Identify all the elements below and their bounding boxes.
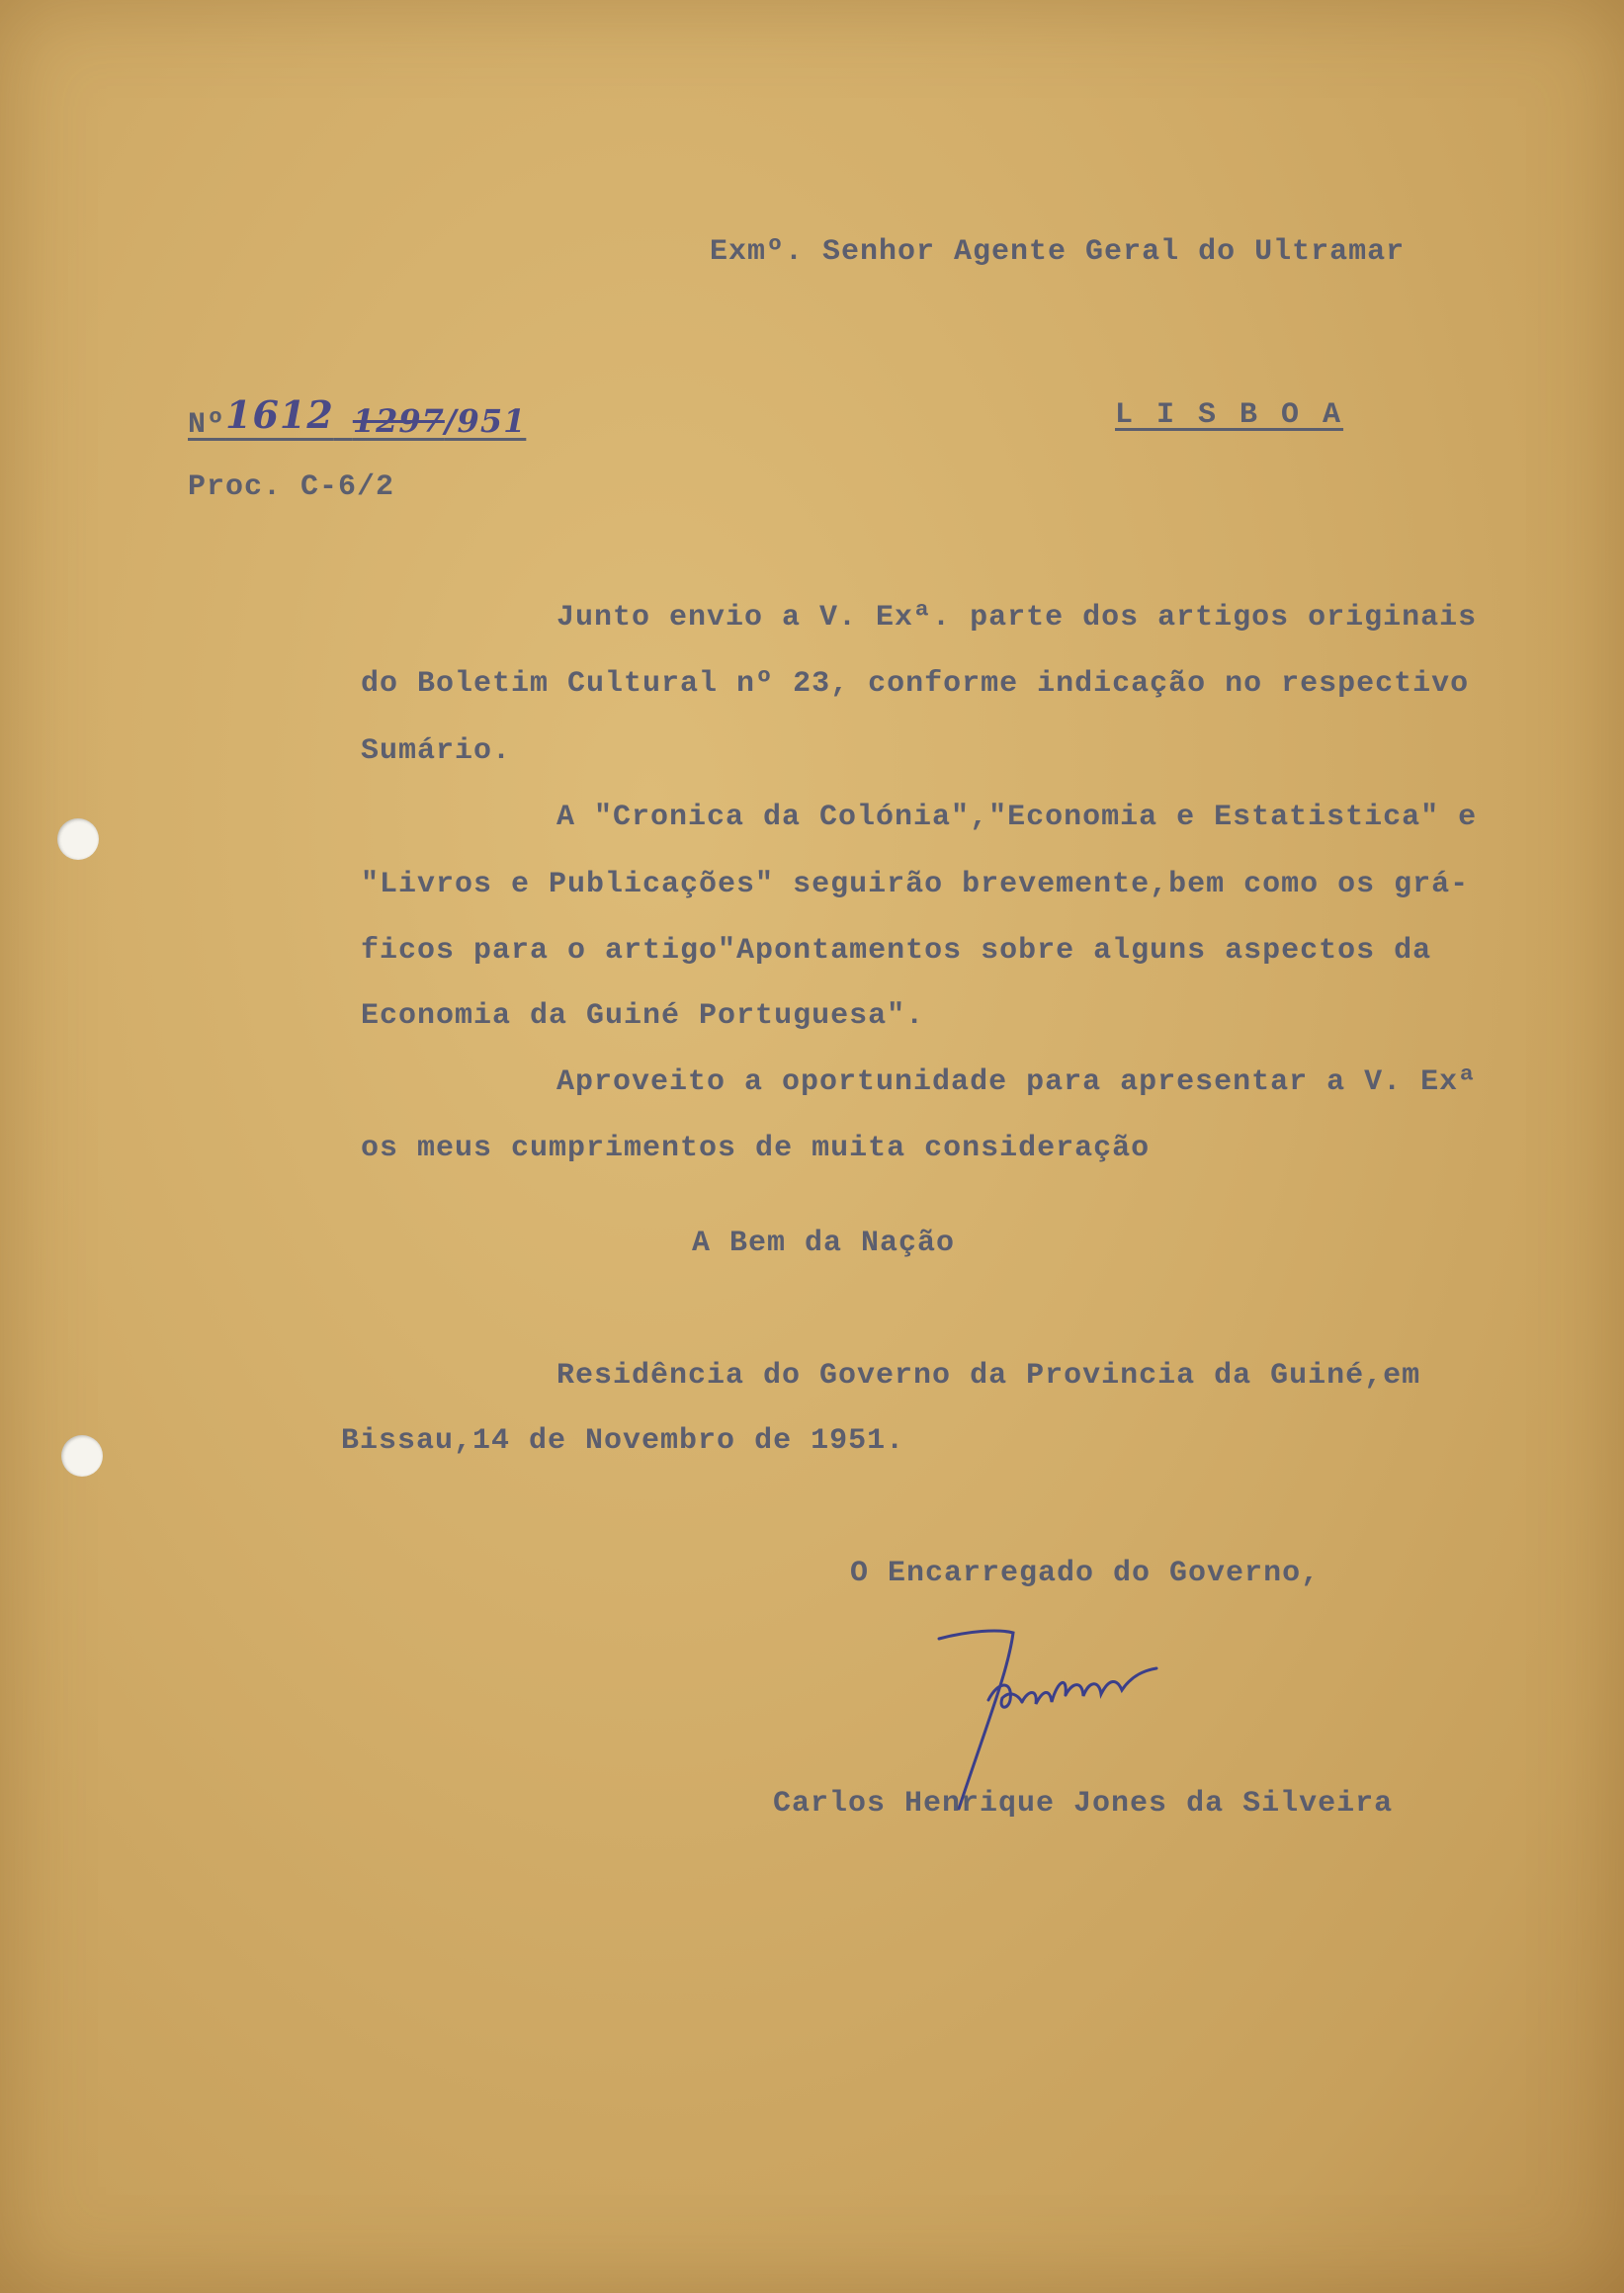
place-line: Residência do Governo da Provincia da Guiné,em bbox=[556, 1359, 1421, 1393]
body-line: do Boletim Cultural nº 23, conforme indicação no respectivo bbox=[361, 667, 1470, 701]
body-line: A "Cronica da Colónia","Economia e Estatistica" e bbox=[556, 801, 1478, 834]
reference-struck: 1297 bbox=[352, 402, 445, 440]
reference-handwritten: 1612 bbox=[225, 392, 334, 437]
reference-number bbox=[188, 392, 527, 442]
body-line: "Livros e Publicações" seguirão brevemente,bem como os grá- bbox=[361, 868, 1470, 901]
salutation: A Bem da Nação bbox=[692, 1227, 956, 1260]
body-line: Junto envio a V. Exª. parte dos artigos originais bbox=[556, 601, 1478, 635]
signer-title: O Encarregado do Governo, bbox=[850, 1557, 1321, 1590]
process-reference: Proc. C-6/2 bbox=[188, 470, 395, 504]
body-line: ficos para o artigo"Apontamentos sobre alguns aspectos da bbox=[361, 934, 1432, 968]
signer-name: Carlos Henrique Jones da Silveira bbox=[773, 1787, 1394, 1821]
punch-hole-icon bbox=[57, 818, 99, 860]
reference-year: /951 bbox=[444, 402, 527, 440]
reference-prefix: Nº bbox=[188, 408, 226, 442]
body-line: Aproveito a oportunidade para apresentar a V. Exª bbox=[556, 1065, 1478, 1099]
addressee: Exmº. Senhor Agente Geral do Ultramar bbox=[710, 235, 1406, 269]
body-line: os meus cumprimentos de muita consideração bbox=[361, 1132, 1151, 1165]
body-line: Economia da Guiné Portuguesa". bbox=[361, 999, 925, 1033]
city: L I S B O A bbox=[1115, 398, 1344, 432]
punch-hole-icon bbox=[61, 1435, 103, 1477]
body-line: Sumário. bbox=[361, 734, 512, 768]
place-date-line: Bissau,14 de Novembro de 1951. bbox=[341, 1424, 905, 1458]
